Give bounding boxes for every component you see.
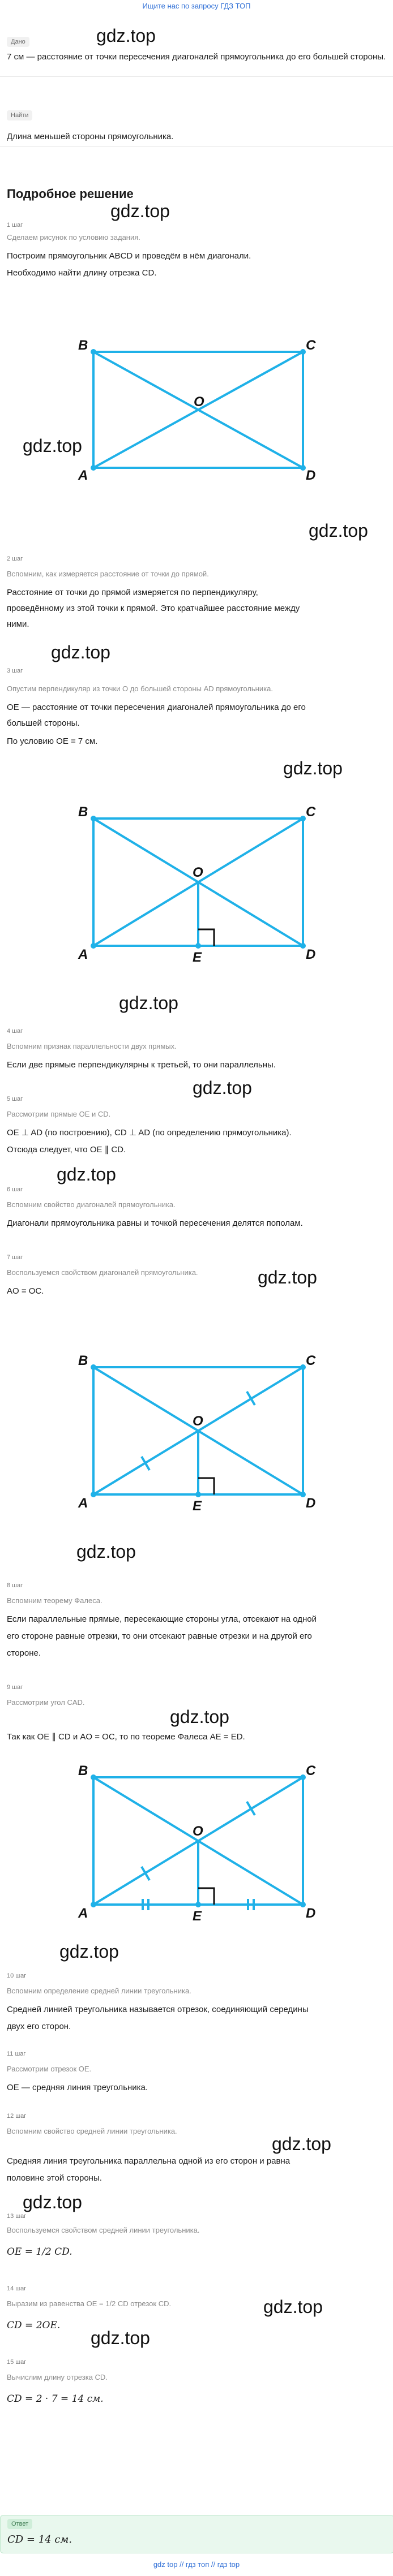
- step-sub: Вспомним определение средней линии треугольника.: [7, 1987, 191, 1995]
- step-line: Средняя линия треугольника параллельна одной из его сторон и равна: [7, 2156, 291, 2166]
- step-number: 2 шаг: [7, 555, 23, 562]
- step-line: Необходимо найти длину отрезка CD.: [7, 268, 157, 278]
- vertex-label-o: O: [193, 1414, 203, 1429]
- watermark: gdz.top: [272, 2134, 331, 2154]
- vertex-label-b: B: [78, 1353, 88, 1368]
- vertex-label-a: A: [78, 1496, 88, 1511]
- dano-card: [0, 23, 393, 77]
- step-line: ними.: [7, 619, 29, 629]
- step-number: 7 шаг: [7, 1254, 23, 1261]
- vertex-label-c: C: [306, 1763, 316, 1778]
- vertex-label-c: C: [306, 804, 316, 820]
- vertex-label-e: E: [193, 1498, 202, 1513]
- top-banner[interactable]: Ищите нас по запросу ГДЗ ТОП: [142, 2, 251, 10]
- watermark: gdz.top: [170, 1707, 229, 1727]
- step-sub: Сделаем рисунок по условию задания.: [7, 233, 140, 242]
- watermark: gdz.top: [57, 1164, 116, 1184]
- step-sub: Вспомним признак параллельности двух прямых.: [7, 1042, 177, 1050]
- step-line: OE — средняя линия треугольника.: [7, 2083, 148, 2092]
- watermark: gdz.top: [119, 993, 178, 1013]
- step-sub: Вспомним, как измеряется расстояние от точки до прямой.: [7, 570, 209, 578]
- vertex-label-c: C: [306, 338, 316, 353]
- figure-equal-halves: [74, 1349, 317, 1513]
- watermark: gdz.top: [309, 520, 368, 541]
- step-number: 3 шаг: [7, 667, 23, 674]
- figure-perpendicular-oe: [74, 800, 317, 964]
- step-number: 5 шаг: [7, 1096, 23, 1102]
- solution-title: Подробное решение: [7, 187, 134, 201]
- vertex-label-d: D: [306, 468, 316, 481]
- step-sub: Вспомним теорему Фалеса.: [7, 1596, 102, 1605]
- watermark: gdz.top: [23, 2192, 82, 2212]
- answer-label: Ответ: [7, 2519, 32, 2529]
- watermark: gdz.top: [59, 1941, 119, 1962]
- step-number: 6 шаг: [7, 1186, 23, 1193]
- step-line: AO = OC.: [7, 1286, 44, 1296]
- step-sub: Выразим из равенства OE = 1/2 CD отрезок CD.: [7, 2299, 172, 2308]
- step-sub: Воспользуемся свойством средней линии треугольника.: [7, 2226, 200, 2234]
- watermark: gdz.top: [263, 2297, 323, 2317]
- answer-card: [0, 2515, 393, 2553]
- step-number: 12 шаг: [7, 2113, 27, 2120]
- watermark: gdz.top: [76, 1541, 136, 1562]
- step-sub: Вычислим длину отрезка CD.: [7, 2373, 108, 2381]
- step-sub: Рассмотрим угол CAD.: [7, 1698, 85, 1707]
- step-number: 13 шаг: [7, 2213, 27, 2220]
- vertex-label-a: A: [78, 1906, 88, 1921]
- watermark: gdz.top: [258, 1267, 317, 1287]
- step-line: Если две прямые перпендикулярны к третьей, то они параллельны.: [7, 1060, 276, 1070]
- vertex-label-b: B: [78, 338, 88, 353]
- step-sub: Рассмотрим отрезок OE.: [7, 2065, 92, 2073]
- footer-links[interactable]: gdz top // гдз топ // гдз top: [153, 2560, 240, 2569]
- najti-label: Найти: [7, 110, 32, 120]
- answer-text: CD = 14 см.: [7, 2534, 72, 2545]
- vertex-label-d: D: [306, 1906, 316, 1921]
- vertex-label-b: B: [78, 804, 88, 820]
- vertex-label-o: O: [194, 394, 204, 410]
- step-line: половине этой стороны.: [7, 2173, 102, 2183]
- watermark: gdz.top: [23, 436, 82, 456]
- step-line: OE = 1/2 CD.: [7, 2246, 72, 2258]
- vertex-label-c: C: [306, 1353, 316, 1368]
- step-line: проведённому из этой точки к прямой. Это кратчайшее расстояние между: [7, 604, 300, 613]
- step-line: Отсюда следует, что OE ∥ CD.: [7, 1145, 126, 1155]
- figure-thales: [74, 1759, 317, 1923]
- step-number: 1 шаг: [7, 222, 23, 229]
- step-line: CD = 2 · 7 = 14 см.: [7, 2393, 104, 2405]
- step-number: 9 шаг: [7, 1684, 23, 1691]
- step-sub: Рассмотрим прямые OE и CD.: [7, 1110, 111, 1118]
- step-number: 10 шаг: [7, 1972, 27, 1979]
- watermark: gdz.top: [51, 642, 110, 662]
- step-sub: Опустим перпендикуляр из точки O до большей стороны AD прямоугольника.: [7, 684, 273, 693]
- najti-text: Длина меньшей стороны прямоугольника.: [7, 132, 174, 141]
- step-number: 8 шаг: [7, 1582, 23, 1589]
- step-sub: Вспомним свойство средней линии треугольника.: [7, 2127, 177, 2135]
- step-line: CD = 2OE.: [7, 2320, 61, 2331]
- watermark: gdz.top: [96, 25, 156, 46]
- step-line: Средней линией треугольника называется отрезок, соединяющий середины: [7, 2005, 309, 2014]
- vertex-label-a: A: [78, 947, 88, 962]
- step-line: OE ⊥ AD (по построению), CD ⊥ AD (по определению прямоугольника).: [7, 1128, 292, 1138]
- step-line: большей стороны.: [7, 718, 80, 728]
- dano-text: 7 см — расстояние от точки пересечения диагоналей прямоугольника до его большей стороны.: [7, 52, 386, 62]
- step-number: 4 шаг: [7, 1028, 23, 1035]
- vertex-label-b: B: [78, 1763, 88, 1778]
- step-line: Расстояние от точки до прямой измеряется по перпендикуляру,: [7, 588, 258, 597]
- step-line: Построим прямоугольник ABCD и проведём в нём диагонали.: [7, 251, 251, 261]
- watermark: gdz.top: [193, 1078, 252, 1098]
- vertex-label-d: D: [306, 947, 316, 962]
- step-number: 11 шаг: [7, 2051, 26, 2057]
- step-number: 14 шаг: [7, 2285, 27, 2292]
- step-line: По условию OE = 7 см.: [7, 736, 98, 746]
- step-line: Если параллельные прямые, пересекающие стороны угла, отсекают на одной: [7, 1614, 317, 1624]
- vertex-label-e: E: [193, 950, 202, 964]
- watermark: gdz.top: [110, 201, 170, 221]
- step-line: двух его сторон.: [7, 2022, 71, 2031]
- step-line: стороне.: [7, 1648, 41, 1658]
- watermark: gdz.top: [91, 2328, 150, 2348]
- step-line: OE — расстояние от точки пересечения диагоналей прямоугольника до его: [7, 703, 306, 712]
- najti-card: [0, 104, 393, 147]
- vertex-label-o: O: [193, 865, 203, 880]
- step-line: его стороне равные отрезки, то они отсекают равные отрезки и на другой его: [7, 1631, 312, 1641]
- step-sub: Воспользуемся свойством диагоналей прямоугольника.: [7, 1268, 198, 1277]
- vertex-label-d: D: [306, 1496, 316, 1511]
- figure-rectangle-diagonals: [74, 334, 317, 481]
- dano-label: Дано: [7, 37, 29, 47]
- step-sub: Вспомним свойство диагоналей прямоугольника.: [7, 1200, 176, 1209]
- step-line: Так как OE ∥ CD и AO = OC, то по теореме Фалеса AE = ED.: [7, 1732, 245, 1742]
- vertex-label-o: O: [193, 1824, 203, 1839]
- step-line: Диагонали прямоугольника равны и точкой пересечения делятся пополам.: [7, 1218, 303, 1228]
- vertex-label-a: A: [78, 468, 88, 481]
- vertex-label-e: E: [193, 1909, 202, 1923]
- step-number: 15 шаг: [7, 2359, 27, 2366]
- watermark: gdz.top: [283, 758, 343, 778]
